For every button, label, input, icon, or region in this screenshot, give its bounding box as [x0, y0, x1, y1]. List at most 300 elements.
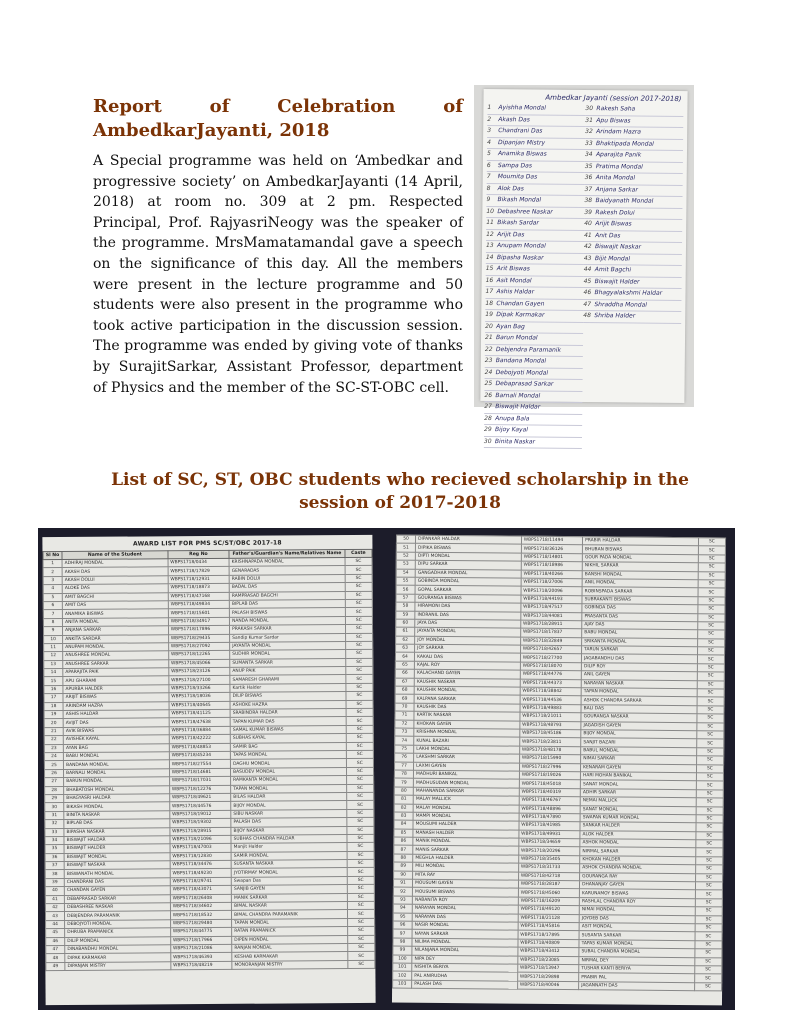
table-cell: WBPS1718/12265 — [168, 651, 229, 660]
table-cell: ANKITA SARDAR — [63, 634, 169, 643]
table-row — [393, 980, 722, 991]
table-cell: DINABANDHU MONDAL — [65, 945, 171, 954]
table-cell: JAGANNATH DAS — [579, 981, 695, 990]
table-cell: BISWAJIT HALDAR — [64, 836, 170, 845]
table-cell: SUSANTA NASKAR — [231, 860, 347, 869]
table-cell: WBPS1718/17896 — [168, 625, 229, 634]
table-cell: AYAN BAG — [63, 743, 169, 752]
signature-row — [485, 321, 583, 334]
award-column-header: Sl No — [43, 552, 62, 560]
signature-number: 37 — [584, 185, 593, 193]
table-cell: 14 — [44, 669, 63, 678]
table-cell: BHAGYASRI HALDAR — [64, 794, 170, 803]
table-cell: WBPS1718/45816 — [518, 922, 579, 931]
table-cell: KHOKAN GAYEN — [414, 720, 520, 729]
table-cell: AKASH DOLUI — [62, 576, 168, 585]
table-cell: MOUSUMI BISWAS — [413, 888, 519, 897]
table-cell: DIPU SARKAR — [415, 560, 521, 569]
table-cell: WBPS1718/44776 — [520, 670, 581, 679]
award-column-header: Father's/Guardian's Name/Relatives Name — [229, 550, 345, 559]
table-cell: SC — [698, 596, 725, 605]
table-cell: NISHITA BERIYA — [412, 963, 518, 972]
table-cell: WBPS1718/29741 — [170, 877, 231, 886]
table-cell: RAMPRASAD BAGCHI — [229, 591, 345, 600]
signature-name: Sampa Das — [497, 161, 533, 169]
report-body: A Special programme was held on ‘Ambedkar and progressive society’ on AmbedkarJayanti (14 April, 2018) at room no. 309 at 2 pm. Respected Principal, Prof. RajyasriNeogy was the speaker of the programme. MrsMamatamandal gave a speech on the significance of this day. All the members were present in the lecture programme and 50 students were also present in the programme who took active participation in the discussion session. The programme was ended by giving vote of thanks by SurajitSarkar, Assistant Professor, department of Physics and the member of the SC-ST-OBC cell. — [93, 153, 463, 396]
table-cell: 95 — [393, 913, 412, 922]
signature-name: Aparajita Panik — [595, 151, 642, 159]
table-cell: 21 — [44, 727, 63, 736]
table-cell: 18 — [44, 702, 63, 711]
table-cell: SC — [347, 817, 374, 826]
signature-row — [485, 356, 583, 369]
table-cell: ASHIS HALDAR — [63, 710, 169, 719]
table-cell: APU GHARAMI — [63, 676, 169, 685]
table-cell: WBPS1718/27092 — [168, 642, 229, 651]
signature-name: Debashree Naskar — [497, 207, 553, 216]
table-cell: SANJIT BAZARI — [581, 738, 697, 747]
table-cell: ASHOK MONDAL — [580, 839, 696, 848]
award-column-header: Reg No — [168, 550, 229, 558]
table-cell: KAJAL ROY — [414, 661, 520, 670]
table-cell: SC — [697, 697, 724, 706]
table-row — [46, 960, 375, 971]
table-cell: WBPS1718/17031 — [169, 777, 230, 786]
signature-row — [583, 299, 681, 312]
table-cell: WBPS1718/44536 — [520, 696, 581, 705]
table-cell: TUSHAR KANTI BERIYA — [579, 965, 695, 974]
signature-row — [485, 298, 583, 311]
table-cell: WBPS1718/35405 — [518, 855, 579, 864]
table-cell: SC — [695, 882, 722, 891]
table-cell: GOBINDA MONDAL — [415, 577, 521, 586]
table-cell: JYOTIRMAY MONDAL — [231, 868, 347, 877]
table-cell: SC — [696, 773, 723, 782]
table-cell: SC — [697, 722, 724, 731]
signature-row — [484, 425, 582, 438]
signature-row — [585, 139, 683, 152]
table-cell: 53 — [396, 560, 415, 569]
table-cell: PAL ANIRUDHA — [412, 972, 518, 981]
signature-name: Bikash Mondal — [497, 196, 542, 204]
table-cell: WBPS1718/48853 — [169, 743, 230, 752]
table-cell: WBPS1718/41125 — [169, 709, 230, 718]
table-cell: SC — [345, 608, 372, 617]
signature-number: 38 — [584, 197, 593, 205]
award-table-right — [392, 535, 726, 992]
table-cell: NAYAN SARKAR — [412, 930, 518, 939]
table-cell: 39 — [45, 878, 64, 887]
table-cell: SC — [346, 725, 373, 734]
table-cell: WBPS1718/27006 — [521, 578, 582, 587]
table-cell: SC — [698, 538, 725, 547]
table-cell: WBPS1718/49834 — [168, 600, 229, 609]
table-cell: WBPS1718/47890 — [519, 813, 580, 822]
signature-number: 25 — [484, 379, 493, 388]
signature-row — [486, 206, 584, 219]
table-cell: WBPS1718/17837 — [520, 628, 581, 637]
table-cell: 41 — [45, 895, 64, 904]
signature-row — [487, 183, 585, 196]
signature-row — [484, 390, 582, 403]
table-cell: WBPS1718/26408 — [170, 894, 231, 903]
table-cell: LAXMI GAYEN — [414, 762, 520, 771]
table-cell: DILIP ROY — [581, 663, 697, 672]
signature-row — [585, 185, 683, 198]
table-cell: 11 — [44, 643, 63, 652]
table-cell: WBPS1718/44373 — [520, 679, 581, 688]
table-cell: SC — [696, 806, 723, 815]
table-cell: WBPS1718/15601 — [168, 609, 229, 618]
table-cell: WBPS1718/27700 — [520, 654, 581, 663]
table-cell: JAGABANDHU DAS — [582, 654, 698, 663]
signature-row — [583, 311, 681, 324]
table-cell: SC — [695, 898, 722, 907]
table-cell: WBPS1718/41985 — [519, 821, 580, 830]
table-cell: WBPS1718/48178 — [519, 746, 580, 755]
table-cell: MEGHLA HALDER — [413, 854, 519, 863]
table-cell: SC — [346, 675, 373, 684]
table-cell: WBPS1718/34659 — [519, 838, 580, 847]
award-list-page-left — [42, 535, 375, 1005]
table-cell: SC — [696, 764, 723, 773]
table-cell: ANIL MONDAL — [582, 579, 698, 588]
table-cell: WBPS1718/40809 — [518, 939, 579, 948]
table-cell: PALASH DAS — [412, 980, 518, 989]
table-cell: KALPANA SARKAR — [414, 695, 520, 704]
table-cell: SC — [346, 683, 373, 692]
table-cell: BIJOY NASKAR — [231, 826, 347, 835]
table-cell: BHUBAN BISWAS — [582, 545, 698, 554]
signature-number: 2 — [487, 115, 492, 123]
signature-number: 26 — [484, 391, 493, 399]
signature-row — [584, 196, 682, 209]
table-cell: NANDA MONDAL — [230, 616, 346, 625]
signature-row — [487, 149, 585, 162]
table-cell: APURBA HALDER — [63, 685, 169, 694]
table-cell: WBPS1718/27996 — [519, 763, 580, 772]
table-cell: 60 — [396, 619, 415, 628]
table-cell: BISWANATH MONDAL — [64, 869, 170, 878]
table-cell: SC — [698, 571, 725, 580]
table-cell: WBPS1718/47638 — [169, 718, 230, 727]
table-cell: 29 — [45, 794, 64, 803]
table-cell: TAPAN MONDAL — [581, 688, 697, 697]
signature-number: 34 — [584, 151, 593, 159]
award-column-header: Name of the Student — [62, 551, 168, 560]
signature-number: 14 — [485, 253, 494, 261]
table-cell: 90 — [394, 871, 413, 880]
table-cell: WBPS1718/17895 — [518, 931, 579, 940]
signature-name: Asit Mondal — [496, 276, 532, 284]
table-cell: ROBINSPADA SARKAR — [582, 587, 698, 596]
signature-name: Bhaktipada Mondal — [596, 139, 654, 148]
signature-number: 41 — [584, 231, 592, 239]
table-cell: WBPS1718/28915 — [170, 827, 231, 836]
table-cell: 64 — [395, 653, 414, 662]
table-cell: WBPS1718/34602 — [170, 902, 231, 911]
signature-row — [585, 162, 683, 175]
table-cell: 54 — [396, 569, 415, 578]
table-cell: LAKHI MONDAL — [414, 745, 520, 754]
table-cell: MADHUSUDAN MONDAL — [413, 779, 519, 788]
table-cell: SAMIR MONDAL — [231, 851, 347, 860]
signature-row — [484, 402, 582, 415]
table-cell: 101 — [393, 963, 412, 972]
table-cell: SWAPAN KUMAR MONDAL — [580, 814, 696, 823]
table-cell: WBPS1718/46767 — [519, 796, 580, 805]
table-cell: KARTIK NASKAR — [414, 711, 520, 720]
signature-number: 30 — [585, 105, 594, 113]
award-list-header: AWARD LIST FOR PMS SC/ST/OBC 2017-18 — [133, 539, 282, 548]
attendance-left-column — [484, 103, 586, 449]
table-cell: SC — [696, 798, 723, 807]
table-cell: WBPS1718/47517 — [521, 603, 582, 612]
table-cell: PRASANTA DAS — [582, 612, 698, 621]
table-cell: SC — [697, 680, 724, 689]
table-cell: RAMKANTA MONDAL — [231, 776, 347, 785]
signature-number: 43 — [583, 254, 592, 262]
table-cell: JAYANTA MONDAL — [415, 628, 521, 637]
signature-name: Bijoy Kayal — [495, 426, 528, 434]
table-cell: DIPANKAR HALDAR — [416, 535, 522, 544]
signature-row — [485, 344, 583, 357]
table-cell: BIPLAB DAS — [229, 599, 345, 608]
table-cell: SC — [697, 638, 724, 647]
table-cell: SC — [697, 689, 724, 698]
table-cell: 43 — [45, 912, 64, 921]
award-column-header: Caste — [345, 549, 372, 557]
signature-name: Bhagyalakshmi Haldar — [594, 289, 663, 297]
signature-number: 8 — [486, 184, 491, 192]
table-cell: 3 — [43, 576, 62, 585]
table-cell: 4 — [43, 585, 62, 594]
signature-number: 12 — [486, 230, 494, 238]
table-cell: ANIL GAYEN — [581, 671, 697, 680]
table-cell: 66 — [395, 669, 414, 678]
table-cell: WBPS1718/27100 — [169, 676, 230, 685]
table-cell: WBPS1718/43071 — [170, 886, 231, 895]
table-cell: 100 — [393, 955, 412, 964]
signature-name: Dipak Karmakar — [496, 311, 545, 319]
table-cell: MILI MONDAL — [413, 862, 519, 871]
table-cell: 103 — [393, 980, 412, 989]
table-cell: NIMAI MONDAL — [579, 906, 695, 915]
table-cell: WBPS1718/18070 — [520, 662, 581, 671]
table-cell: WBPS1718/36126 — [521, 545, 582, 554]
table-cell: SC — [346, 784, 373, 793]
signature-row — [585, 104, 683, 117]
table-cell: 56 — [396, 585, 415, 594]
signature-number: 27 — [484, 402, 492, 411]
table-cell: SC — [695, 915, 722, 924]
table-cell: WBPS1718/18873 — [168, 584, 229, 593]
table-cell: WBPS1718/43412 — [518, 947, 579, 956]
table-cell: BILAS HALDAR — [231, 792, 347, 801]
table-cell: WBPS1718/14681 — [169, 768, 230, 777]
signature-number: 35 — [584, 162, 593, 170]
table-cell: 58 — [396, 602, 415, 611]
table-cell: GOPAL SARKAR — [415, 586, 521, 595]
table-cell: SC — [347, 834, 374, 843]
table-cell: SAMIR BAG — [230, 742, 346, 751]
table-cell: AMIT DAS — [62, 601, 168, 610]
table-cell: SC — [346, 750, 373, 759]
table-cell: SC — [695, 932, 722, 941]
table-cell: 28 — [45, 786, 64, 795]
table-cell: BABUL MONDAL — [581, 746, 697, 755]
table-cell: 78 — [394, 770, 413, 779]
signature-number: 7 — [486, 172, 491, 181]
table-cell: BANSHI MONDAL — [582, 570, 698, 579]
table-cell: SC — [345, 566, 372, 575]
table-cell: SC — [695, 907, 722, 916]
table-cell: GOURANGA BISWAS — [415, 594, 521, 603]
table-cell: SUMANTA SARKAR — [230, 658, 346, 667]
table-cell: WBPS1718/49931 — [519, 830, 580, 839]
signature-row — [487, 114, 585, 127]
table-cell: WBPS1718/23085 — [518, 956, 579, 965]
table-cell: ASIT MONDAL — [579, 923, 695, 932]
table-cell: AVISHEK KAYAL — [63, 735, 169, 744]
table-cell: KAUSHIK NASKAR — [414, 678, 520, 687]
table-cell: WBPS1718/49621 — [169, 793, 230, 802]
table-cell: BANDANA MONDAL — [64, 760, 170, 769]
table-cell: NIKHIL SARKAR — [582, 562, 698, 571]
signature-number: 1 — [487, 103, 492, 112]
signature-number: 46 — [583, 288, 592, 297]
signature-number: 33 — [585, 139, 593, 147]
table-cell: SC — [346, 708, 373, 717]
signature-row — [584, 231, 682, 244]
table-cell: SC — [697, 731, 724, 740]
table-cell: SC — [346, 792, 373, 801]
table-cell: TARUN SARKAR — [582, 646, 698, 655]
table-cell: PALASH BISWAS — [229, 608, 345, 617]
table-cell: BASUDEV MONDAL — [231, 767, 347, 776]
table-cell: 80 — [394, 787, 413, 796]
table-cell: WBPS1718/32849 — [520, 637, 581, 646]
signature-name: Apu Biswas — [596, 116, 631, 124]
table-cell: SC — [345, 624, 372, 633]
table-cell: SC — [346, 776, 373, 785]
signature-name: Shriba Halder — [594, 312, 636, 320]
table-cell: 57 — [396, 594, 415, 603]
table-cell: SC — [348, 943, 375, 952]
signature-name: Biswajit Halder — [594, 277, 640, 286]
table-cell: WBPS1718/21128 — [518, 914, 579, 923]
signature-number: 9 — [486, 195, 491, 204]
signature-name: Arijit Das — [497, 230, 525, 238]
scholarship-list-photo — [38, 528, 735, 1010]
table-cell: 48 — [46, 954, 65, 963]
table-cell: 93 — [393, 896, 412, 905]
table-cell: WBPS1718/29898 — [517, 972, 578, 981]
table-cell: AJAY DAS — [582, 621, 698, 630]
signature-name: Ayan Bag — [496, 322, 525, 330]
table-cell: JAYA DAS — [415, 619, 521, 628]
signature-name: Shraddha Mondal — [594, 300, 647, 309]
signature-number: 48 — [583, 311, 591, 320]
table-cell: NABANITA ROY — [412, 896, 518, 905]
signature-name: Chandrani Das — [498, 127, 543, 135]
table-cell: 61 — [396, 627, 415, 636]
table-cell: 20 — [44, 719, 63, 728]
table-cell: WBPS1718/46393 — [171, 953, 232, 962]
table-cell: WBPS1718/27554 — [169, 760, 230, 769]
table-cell: PRABIR HALDAR — [583, 537, 699, 546]
table-cell: 52 — [396, 552, 415, 561]
signature-number: 47 — [583, 300, 592, 308]
table-cell: SC — [698, 622, 725, 631]
table-cell: SC — [345, 599, 372, 608]
table-cell: 24 — [44, 752, 63, 761]
table-cell: KALACHAND GAYEN — [414, 669, 520, 678]
table-cell: 36 — [45, 853, 64, 862]
report-title: Report of Celebration of AmbedkarJayanti, 2018 — [93, 96, 463, 141]
table-cell: NILIMA MONDAL — [412, 938, 518, 947]
signature-number: 6 — [486, 161, 491, 169]
table-cell: WBPS1718/17966 — [170, 936, 231, 945]
signature-row — [487, 160, 585, 173]
table-cell: WBPS1718/21011 — [520, 712, 581, 721]
signature-row — [484, 413, 582, 426]
table-cell: 91 — [393, 879, 412, 888]
table-cell: 85 — [394, 829, 413, 838]
table-cell: SC — [347, 876, 374, 885]
table-cell: TAPAS KUMAR MONDAL — [579, 939, 695, 948]
table-cell: MITA RAY — [413, 871, 519, 880]
signature-row — [584, 208, 682, 221]
table-cell: NIPA DEY — [412, 955, 518, 964]
table-cell: DIPAK KARMAKAR — [65, 953, 171, 962]
table-cell: 33 — [45, 828, 64, 837]
table-cell: WBPS1718/17829 — [168, 567, 229, 576]
table-cell: SC — [346, 692, 373, 701]
table-cell: MALAY MONDAL — [413, 804, 519, 813]
table-cell: WBPS1718/34917 — [168, 617, 229, 626]
table-cell: WBPS1718/38842 — [520, 687, 581, 696]
table-cell: 69 — [395, 694, 414, 703]
table-cell: BIMAL CHANDRA PARAMANIK — [232, 910, 348, 919]
signature-name: Alok Das — [497, 184, 524, 192]
table-cell: WBPS1718/49230 — [170, 869, 231, 878]
table-cell: GOURANGA RAY — [580, 872, 696, 881]
table-cell: JOY MONDAL — [415, 636, 521, 645]
signature-number: 36 — [584, 174, 593, 182]
signature-row — [485, 333, 583, 346]
table-cell: SC — [346, 666, 373, 675]
table-cell: BIPLAB DAS — [64, 819, 170, 828]
table-cell: SC — [698, 605, 725, 614]
table-cell: WBPS1718/13947 — [517, 964, 578, 973]
table-cell: SAMAL KUMAR BISWAS — [230, 725, 346, 734]
table-cell: 15 — [44, 677, 63, 686]
table-cell: JAGADISH GAYEN — [581, 721, 697, 730]
table-cell: WBPS1718/40046 — [517, 981, 578, 990]
table-cell: MANIK MONDAL — [413, 837, 519, 846]
table-cell: 99 — [393, 946, 412, 955]
table-cell: GENARADAS — [229, 566, 345, 575]
table-cell: SC — [695, 966, 722, 975]
signature-name: Bandana Mondal — [495, 357, 547, 365]
table-cell: WBPS1718/45018 — [519, 779, 580, 788]
signature-name: Biswajit Haldar — [495, 403, 541, 411]
table-cell: 88 — [394, 854, 413, 863]
table-cell: KARUNAMOY BISWAS — [579, 889, 695, 898]
table-cell: WBPS1718/42718 — [518, 872, 579, 881]
table-cell: SC — [696, 823, 723, 832]
